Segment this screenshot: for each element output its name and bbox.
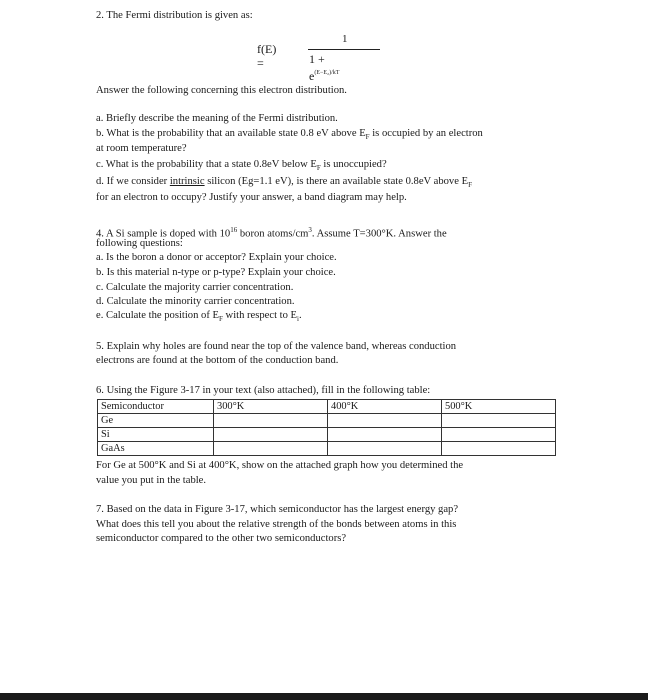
q4-part-d: d. Calculate the minority carrier concentration.	[96, 296, 295, 307]
q2-part-d-line1: d. If we consider intrinsic silicon (Eg=1.1 eV), is there an available state 0.8eV above $E_F$	[96, 176, 472, 190]
q4-part-a: a. Is the boron a donor or acceptor? Explain your choice.	[96, 252, 337, 263]
table-cell	[328, 442, 442, 456]
table-cell	[214, 428, 328, 442]
q2-part-a: a. Briefly describe the meaning of the Fermi distribution.	[96, 113, 338, 124]
table-row	[98, 442, 556, 456]
q5-line2: electrons are found at the bottom of the conduction band.	[96, 355, 339, 366]
formula-denominator: $1 + e^{(E-E_2)/kT}$	[309, 52, 340, 84]
q7-line3: semiconductor compared to the other two semiconductors?	[96, 533, 347, 544]
table-cell	[214, 414, 328, 428]
table-cell	[214, 442, 328, 456]
table-cell	[442, 442, 556, 456]
table-header: 400°K	[328, 400, 442, 414]
q2-part-b-line2: at room temperature?	[96, 143, 187, 154]
table-header-row	[98, 400, 556, 414]
table-row	[98, 428, 556, 442]
table-cell: Ge	[98, 414, 214, 428]
q2-part-c: c. What is the probability that a state 0.8eV below $E_F$ is unoccupied?	[96, 159, 387, 173]
q2-part-b-line1: b. What is the probability that an available state 0.8 eV above $E_F$ is occupied by an electron	[96, 128, 483, 142]
q5-line1: 5. Explain why holes are found near the top of the valence band, whereas conduction	[96, 341, 457, 352]
table-cell	[442, 428, 556, 442]
q6-heading: 6. Using the Figure 3-17 in your text (also attached), fill in the following table:	[96, 385, 431, 396]
table-row	[98, 414, 556, 428]
table-cell: GaAs	[98, 442, 214, 456]
formula-numerator: 1	[342, 33, 348, 45]
table-cell	[442, 414, 556, 428]
bottom-edge-bar	[0, 693, 648, 700]
q2-part-d-line2: for an electron to occupy? Justify your answer, a band diagram may help.	[96, 192, 407, 203]
intrinsic-underlined: intrinsic	[169, 176, 205, 187]
table-cell	[328, 428, 442, 442]
table-header: Semiconductor	[98, 400, 214, 414]
q2-intro: Answer the following concerning this electron distribution.	[96, 85, 347, 96]
formula-exponent: (E−E₂)/kT	[314, 70, 340, 77]
temperature-table	[97, 399, 556, 456]
table-header: 300°K	[214, 400, 328, 414]
q4-part-b: b. Is this material n-type or p-type? Explain your choice.	[96, 267, 336, 278]
table-header: 500°K	[442, 400, 556, 414]
q4-line2: following questions:	[96, 238, 183, 249]
q7-line2: What does this tell you about the relative strength of the bonds between atoms in this	[96, 519, 457, 530]
fraction-bar	[308, 49, 380, 50]
q2-title: 2. The Fermi distribution is given as:	[96, 10, 253, 21]
q7-line1: 7. Based on the data in Figure 3-17, which semiconductor has the largest energy gap?	[96, 504, 459, 515]
q6-note-line2: value you put in the table.	[96, 475, 207, 486]
q4-part-c: c. Calculate the majority carrier concentration.	[96, 282, 294, 293]
q6-note-line1: For Ge at 500°K and Si at 400°K, show on the attached graph how you determined the	[96, 460, 464, 471]
q4-line1: 4. A Si sample is doped with $10^{16}$ boron atoms/$cm^3$. Assume T=300°K. Answer the	[96, 226, 447, 240]
q4-part-e: e. Calculate the position of $E_F$ with respect to $E_i$.	[96, 310, 302, 324]
table-cell: Si	[98, 428, 214, 442]
table-cell	[328, 414, 442, 428]
formula-lhs: f(E) =	[257, 42, 277, 71]
